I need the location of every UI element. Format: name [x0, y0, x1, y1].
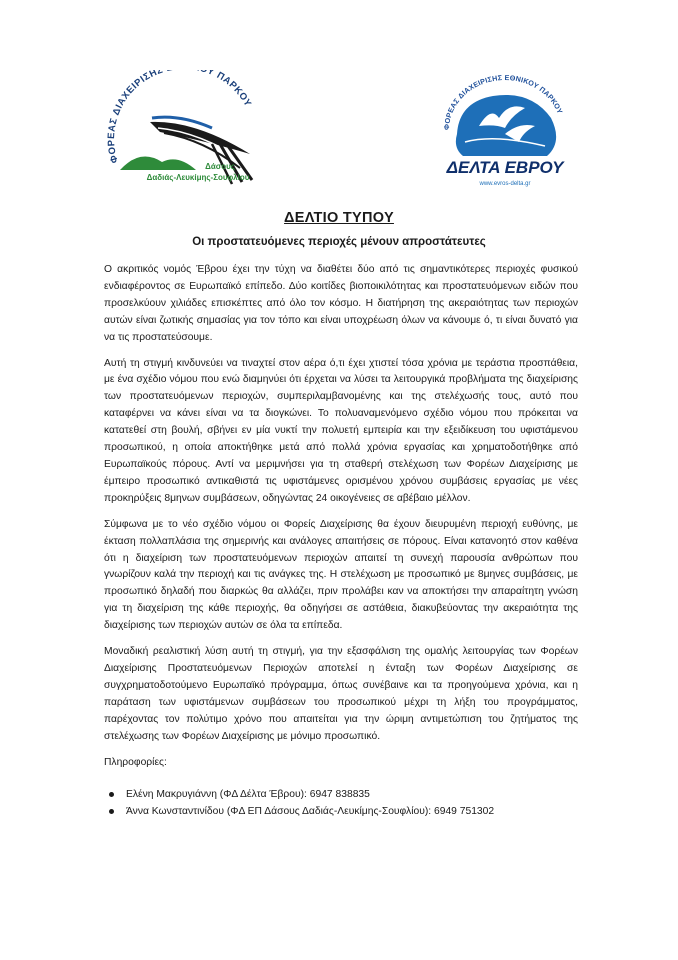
info-label: Πληροφορίες:	[104, 757, 167, 769]
left-logo-line2: Δαδιάς-Λευκίμης-Σουφλίου	[146, 173, 250, 182]
right-logo-url: www.evros-delta.gr	[479, 181, 531, 187]
paragraph-4: Μοναδική ρεαλιστική λύση αυτή τη στιγμή, για την εξασφάλιση της ομαλής λειτουργίας των Φορέων Διαχείρισης Προστατευόμενων Περιοχών αποτελεί η ένταξη των Φορέων Διαχείρισης σε συγχρηματοδοτούμενο Ευρωπαϊκό πρόγραμμα, όπως συνέβαινε και τα προηγούμενα χρόνια, και η παράταση των υφιστάμενων συμβάσεων του προσωπικού μέχρι τη λήξη του προγράμματος, παρέχοντας τον πολύτιμο χρόνο που απαιτείται για την ώριμη αντιμετώπιση του ζητήματος της στελέχωσης των Φορέων Διαχείρισης με μόνιμο προσωπικό.	[104, 646, 578, 742]
dadia-park-logo	[100, 70, 270, 190]
evros-delta-logo-graphic	[435, 72, 575, 190]
left-logo-line1: Δάσους	[205, 162, 235, 171]
dadia-park-logo-graphic	[100, 70, 270, 190]
paragraph-3: Σύμφωνα με το νέο σχέδιο νόμου οι Φορείς Διαχείρισης θα έχουν διευρυμένη περιοχή ευθύνης, με έκταση πολλαπλάσια της σημερινής και ανάλογες απαιτήσεις σε πόρους. Είναι κατανοητό στον καθένα ότι η διαχείριση των προστατευόμενων περιοχών απαιτεί τη συνεχή παρουσία ανθρώπων που γνωρίζουν καλά την περιοχή και τις ανάγκες της. Η στελέχωση με προσωπικό με 8μηνες συμβάσεις, με προσωπικό δηλαδή που διαρκώς θα αλλάζει, πριν προλάβει καν να αποκτήσει την απαραίτητη γνώση για τη διαχείριση της κάθε περιοχής, θα οδηγήσει σε αστάθεια, διακυβεύοντας την ακεραιότητα της διαχείρισης των περιοχών αυτών σε όλα τα επίπεδα.	[104, 518, 578, 632]
paragraph-1: Ο ακριτικός νομός Έβρου έχει την τύχη να διαθέτει δύο από τις σημαντικότερες περιοχές φυσικού ενδιαφέροντος σε Ευρωπαϊκό επίπεδο. Δύο κοιτίδες βιοποικιλότητας και προστατευόμενων ειδών που προσελκύουν χιλιάδες επισκέπτες από όλο τον κόσμο. Η διατήρηση της ακεραιότητας των περιοχών αυτών είναι ζωτικής σημασίας για τον τόπο και είναι υποχρέωση όλων να κάνουμε ό, τι είναι δυνατό για να τις προστατεύσουμε.	[104, 264, 578, 343]
document-body	[104, 262, 578, 820]
left-logo-arc-text: ΦΟΡΕΑΣ ΔΙΑΧΕΙΡΙΣΗΣ Υ ΠΑΡΚΟΥ	[106, 70, 254, 165]
contact-item: Άννα Κωνσταντινίδου (ΦΔ ΕΠ Δάσους Δαδιάς-Λευκίμης-Σουφλίου): 6949 751302	[104, 803, 578, 820]
contact-list	[104, 786, 578, 820]
right-logo-arc-text: ΦΟΡΕΑΣ ΔΙΑΧΕΙΡΙΣΗΣ ΕΘΝΙΚΟΥ ΠΑΡΚΟΥ	[441, 72, 565, 131]
page-title: ΔΕΛΤΙΟ ΤΥΠΟΥ	[284, 210, 394, 226]
page-subtitle: Οι προστατευόμενες περιοχές μένουν απροστάτευτες	[192, 236, 486, 248]
paragraph-2: Αυτή τη στιγμή κινδυνεύει να τιναχτεί στον αέρα ό,τι έχει χτιστεί τόσα χρόνια με τεράστια προσπάθεια, με ένα σχέδιο νόμου που ενώ διαμηνύει ότι έρχεται να λύσει τα λειτουργικά προβλήματα της διαχείρισης των προστατευόμενων περιοχών, συμπεριλαμβανομένης και της στελέχωσής τους, αυτό που καταφέρνει να κάνει είναι να τα διογκώνει. Το πολυαναμενόμενο σχέδιο νόμου που πρόκειται να κατατεθεί στη βουλή, σβήνει εν μία νυκτί την πολυετή εμπειρία και την εξειδίκευση του υφιστάμενου προσωπικού, η οποία αποκτήθηκε μετά από πολλά χρόνια εργασίας και χρηματοδοτήθηκε από Ευρωπαϊκούς πόρους. Αντί να μεριμνήσει για τη σταθερή στελέχωση των Φορέων Διαχείρισης με έμπειρο προσωπικό αντικαθιστά τις υφιστάμενες ορισμένου χρόνου συμβάσεις εργασίας με νέες προκηρύξεις 8μηνων συμβάσεων, οδηγώντας 24 οικογένειες σε αβέβαιο μέλλον.	[104, 357, 578, 504]
contact-item: Ελένη Μακρυγιάννη (ΦΔ Δέλτα Έβρου): 6947 838835	[104, 786, 578, 803]
evros-delta-logo	[435, 72, 575, 190]
right-logo-name: ΔΕΛΤΑ ΕΒΡΟΥ	[446, 158, 564, 177]
